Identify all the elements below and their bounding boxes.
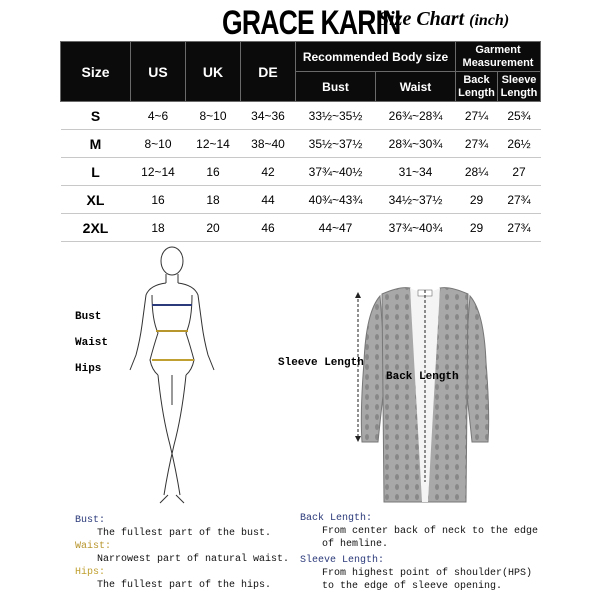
cell-sleeve: 27¾ bbox=[498, 214, 541, 242]
note-back-term: Back Length: bbox=[300, 513, 373, 524]
table-row bbox=[61, 158, 541, 186]
cell-waist: 34½~37½ bbox=[376, 186, 456, 214]
table-row bbox=[61, 186, 541, 214]
cell-sleeve: 27¾ bbox=[498, 186, 541, 214]
note-sleeve-desc-1: From highest point of shoulder(HPS) bbox=[322, 568, 533, 579]
header-uk: UK bbox=[186, 42, 241, 102]
cell-size: M bbox=[61, 130, 131, 158]
cell-back: 29 bbox=[456, 214, 498, 242]
table-row bbox=[61, 130, 541, 158]
cell-de: 46 bbox=[241, 214, 296, 242]
garment-notes bbox=[300, 512, 598, 593]
cell-de: 38~40 bbox=[241, 130, 296, 158]
note-back-desc-2: of hemline. bbox=[322, 539, 389, 550]
cell-bust: 37¾~40½ bbox=[296, 158, 376, 186]
cell-uk: 20 bbox=[186, 214, 241, 242]
cell-bust: 35½~37½ bbox=[296, 130, 376, 158]
cell-us: 4~6 bbox=[131, 102, 186, 130]
cell-us: 18 bbox=[131, 214, 186, 242]
brand-logo-text: GRACE KARIN bbox=[222, 4, 401, 42]
cardigan-illustration bbox=[352, 282, 502, 512]
cell-uk: 18 bbox=[186, 186, 241, 214]
cell-us: 12~14 bbox=[131, 158, 186, 186]
note-sleeve-term: Sleeve Length: bbox=[300, 555, 385, 566]
cell-size: XL bbox=[61, 186, 131, 214]
body-notes bbox=[75, 514, 295, 592]
table-row bbox=[61, 102, 541, 130]
cell-waist: 26¾~28¾ bbox=[376, 102, 456, 130]
figure-label-back-length: Back Length bbox=[386, 371, 459, 383]
note-bust-term: Bust: bbox=[75, 515, 106, 526]
figure-label-hips: Hips bbox=[75, 363, 102, 375]
note-sleeve-desc-2: to the edge of sleeve opening. bbox=[322, 581, 503, 592]
cell-de: 34~36 bbox=[241, 102, 296, 130]
cell-size: L bbox=[61, 158, 131, 186]
cell-back: 27¼ bbox=[456, 102, 498, 130]
header-garment: Garment Measurement bbox=[456, 42, 541, 72]
header-size: Size bbox=[61, 42, 131, 102]
cell-sleeve: 27 bbox=[498, 158, 541, 186]
cell-bust: 40¾~43¾ bbox=[296, 186, 376, 214]
note-back-desc-1: From center back of neck to the edge bbox=[322, 526, 539, 537]
body-figure-illustration bbox=[110, 245, 250, 510]
chart-title bbox=[378, 8, 509, 31]
note-hips-term: Hips: bbox=[75, 567, 106, 578]
header-waist: Waist bbox=[376, 72, 456, 102]
header-bust: Bust bbox=[296, 72, 376, 102]
cell-uk: 16 bbox=[186, 158, 241, 186]
figure-label-bust: Bust bbox=[75, 311, 102, 323]
note-bust-desc: The fullest part of the bust. bbox=[97, 528, 272, 539]
cell-waist: 37¾~40¾ bbox=[376, 214, 456, 242]
cell-back: 27¾ bbox=[456, 130, 498, 158]
cell-back: 28¼ bbox=[456, 158, 498, 186]
cell-us: 8~10 bbox=[131, 130, 186, 158]
note-waist-desc: Narrowest part of natural waist. bbox=[97, 554, 290, 565]
cell-waist: 31~34 bbox=[376, 158, 456, 186]
cell-sleeve: 26½ bbox=[498, 130, 541, 158]
cell-size: S bbox=[61, 102, 131, 130]
figure-label-waist: Waist bbox=[75, 337, 109, 349]
chart-title-unit: (inch) bbox=[469, 12, 510, 29]
size-table bbox=[60, 41, 541, 242]
header-sleeve-length: Sleeve Length bbox=[498, 72, 541, 102]
cell-back: 29 bbox=[456, 186, 498, 214]
header-us: US bbox=[131, 42, 186, 102]
note-waist-term: Waist: bbox=[75, 541, 112, 552]
cell-size: 2XL bbox=[61, 214, 131, 242]
table-row bbox=[61, 214, 541, 242]
cell-uk: 8~10 bbox=[186, 102, 241, 130]
cell-de: 42 bbox=[241, 158, 296, 186]
figure-label-sleeve-length: Sleeve Length bbox=[278, 357, 364, 369]
note-hips-desc: The fullest part of the hips. bbox=[97, 580, 272, 591]
cell-sleeve: 25¾ bbox=[498, 102, 541, 130]
cell-uk: 12~14 bbox=[186, 130, 241, 158]
cell-de: 44 bbox=[241, 186, 296, 214]
cell-bust: 33½~35½ bbox=[296, 102, 376, 130]
cell-us: 16 bbox=[131, 186, 186, 214]
cell-bust: 44~47 bbox=[296, 214, 376, 242]
cell-waist: 28¾~30¾ bbox=[376, 130, 456, 158]
header bbox=[0, 4, 600, 44]
chart-title-text: Size Chart bbox=[378, 8, 465, 30]
header-recommended: Recommended Body size bbox=[296, 42, 456, 72]
header-back-length: Back Length bbox=[456, 72, 498, 102]
header-de: DE bbox=[241, 42, 296, 102]
